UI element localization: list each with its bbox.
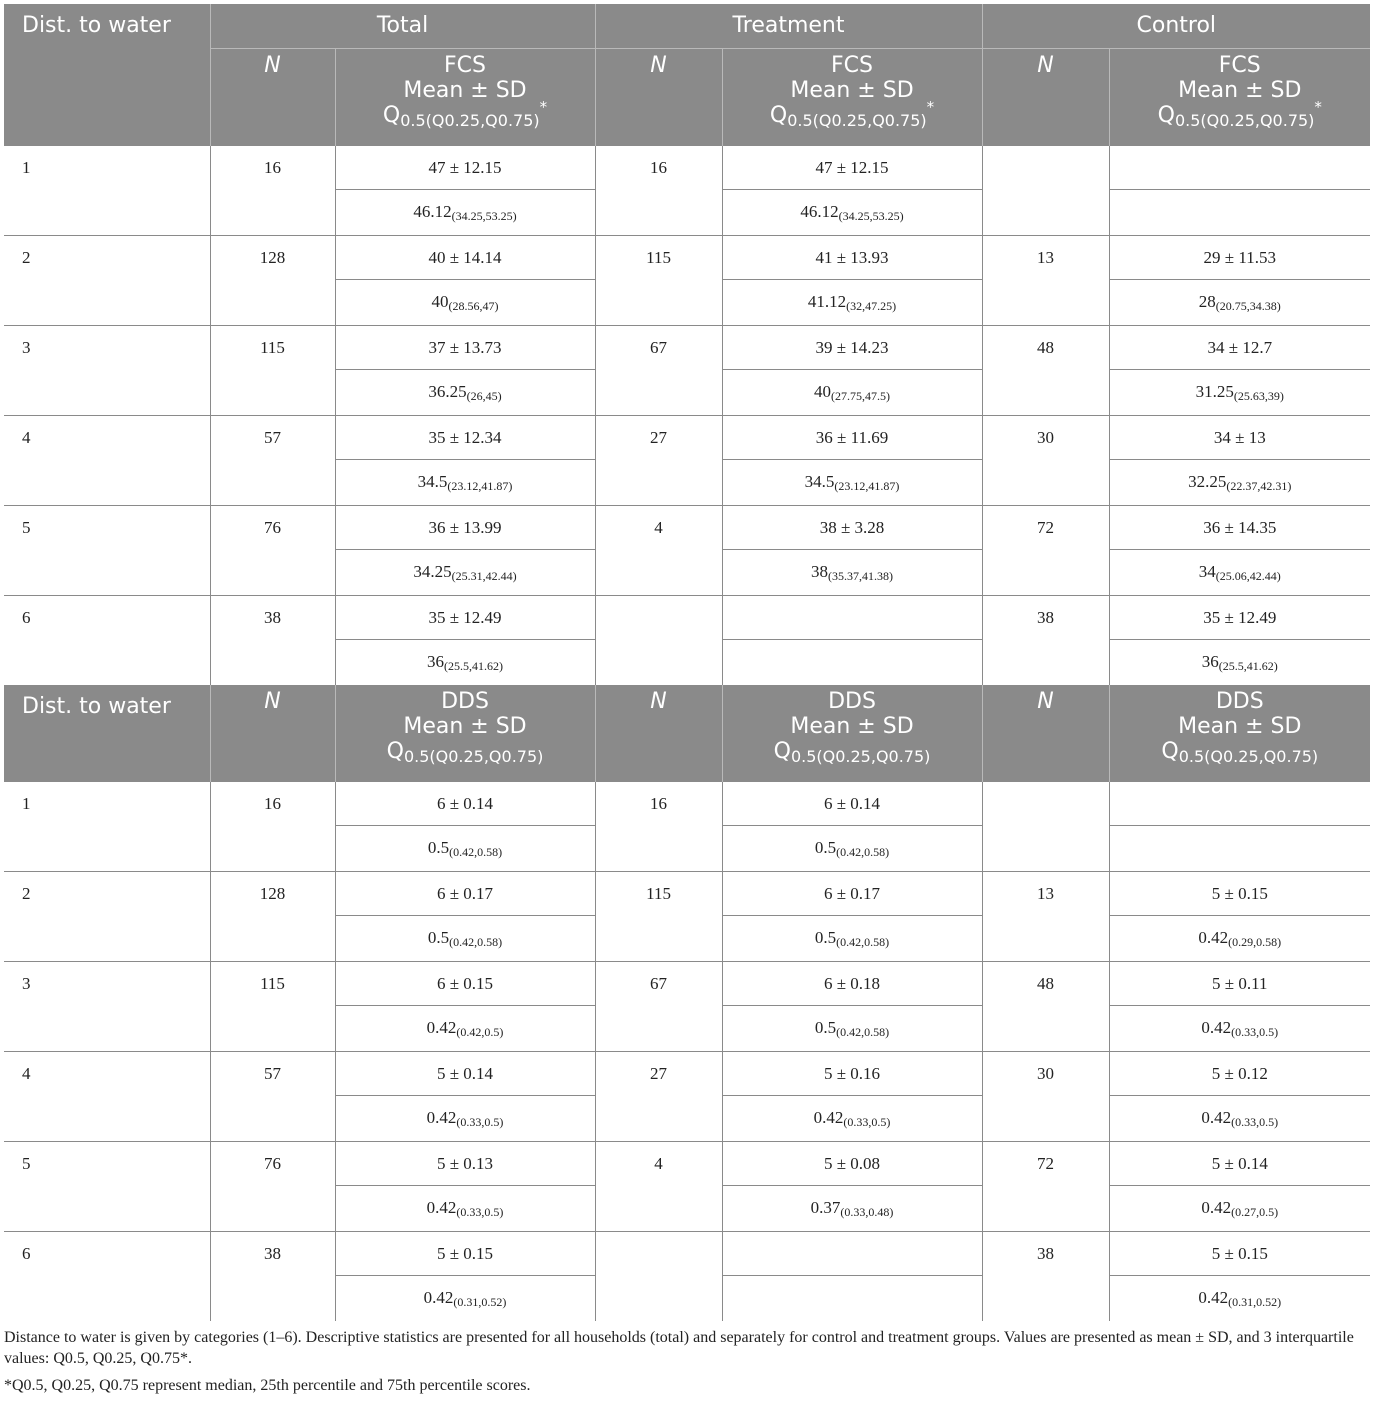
quantile-median: 46.12 xyxy=(800,202,839,221)
total-quantile-cell xyxy=(335,1186,595,1232)
n-header-control xyxy=(982,49,1109,146)
dist-cell: 1 xyxy=(4,782,210,872)
treat-quantile-cell xyxy=(722,916,982,962)
quantile-range: (0.33,0.48) xyxy=(840,1205,894,1219)
quantile-range: (27.75,47.5) xyxy=(831,389,891,403)
ctrl-mean-cell: 29 ± 11.53 xyxy=(1109,236,1370,280)
measure-header-control xyxy=(1109,685,1370,782)
mean-sd-label: Mean ± SD xyxy=(1178,714,1302,739)
treat-n-cell: 67 xyxy=(595,962,722,1052)
ctrl-mean-cell: 36 ± 14.35 xyxy=(1109,506,1370,550)
treat-quantile-cell xyxy=(722,370,982,416)
treat-mean-cell: 6 ± 0.18 xyxy=(722,962,982,1006)
total-n-cell: 115 xyxy=(210,962,335,1052)
total-quantile-cell xyxy=(335,826,595,872)
quantile-range: (20.75,34.38) xyxy=(1215,299,1281,313)
quantile-median: 40 xyxy=(431,292,449,311)
quantile-range: (32,47.25) xyxy=(846,299,897,313)
quantile-median: 0.42 xyxy=(1198,1288,1229,1307)
treat-mean-cell: 6 ± 0.17 xyxy=(722,872,982,916)
quantile-range: (35.37,41.38) xyxy=(828,569,894,583)
quantile-sub-label: 0.5(Q0.25,Q0.75) xyxy=(787,111,927,130)
treat-mean-cell: 39 ± 14.23 xyxy=(722,326,982,370)
quantile-range: (0.42,0.58) xyxy=(449,935,503,949)
ctrl-quantile-cell xyxy=(1109,370,1370,416)
table-body xyxy=(4,4,1370,1321)
treat-mean-cell: 6 ± 0.14 xyxy=(722,782,982,826)
table-row xyxy=(4,782,1370,826)
ctrl-n-cell: 38 xyxy=(982,596,1109,686)
total-n-cell: 128 xyxy=(210,872,335,962)
quantile-sub-label: 0.5(Q0.25,Q0.75) xyxy=(790,747,931,766)
quantile-median: 40 xyxy=(814,382,832,401)
treat-mean-cell xyxy=(722,596,982,640)
quantile-range: (22.37,42.31) xyxy=(1226,479,1292,493)
quantile-median: 0.42 xyxy=(423,1288,454,1307)
treat-n-cell xyxy=(595,1232,722,1322)
total-quantile-cell xyxy=(335,460,595,506)
ctrl-mean-cell xyxy=(1109,782,1370,826)
group-header-treatment xyxy=(595,4,982,49)
treat-n-cell: 115 xyxy=(595,872,722,962)
ctrl-quantile-cell xyxy=(1109,550,1370,596)
total-quantile-cell xyxy=(335,1006,595,1052)
treat-mean-cell xyxy=(722,1232,982,1276)
ctrl-n-cell: 72 xyxy=(982,1142,1109,1232)
quantile-range: (0.31,0.52) xyxy=(453,1295,507,1309)
treat-n-cell xyxy=(595,596,722,686)
treat-mean-cell: 41 ± 13.93 xyxy=(722,236,982,280)
measure-name: DDS xyxy=(441,689,489,714)
total-quantile-cell xyxy=(335,190,595,236)
footnote-definition: *Q0.5, Q0.25, Q0.75 represent median, 25th percentile and 75th percentile scores. xyxy=(4,1377,531,1394)
treat-quantile-cell xyxy=(722,1096,982,1142)
group-header-label: Control xyxy=(1136,13,1217,38)
quantile-range: (25.06,42.44) xyxy=(1215,569,1281,583)
ctrl-mean-cell: 5 ± 0.15 xyxy=(1109,872,1370,916)
quantile-range: (23.12,41.87) xyxy=(834,479,900,493)
quantile-median: 0.42 xyxy=(1201,1018,1232,1037)
ctrl-mean-cell: 5 ± 0.11 xyxy=(1109,962,1370,1006)
ctrl-quantile-cell xyxy=(1109,460,1370,506)
total-mean-cell: 47 ± 12.15 xyxy=(335,146,595,190)
quantile-median: 0.42 xyxy=(813,1108,844,1127)
treat-quantile-cell xyxy=(722,280,982,326)
dist-cell: 5 xyxy=(4,1142,210,1232)
total-mean-cell: 6 ± 0.14 xyxy=(335,782,595,826)
quantile-label: Q xyxy=(1161,739,1179,764)
quantile-range: (0.33,0.5) xyxy=(1231,1115,1279,1129)
total-n-cell: 16 xyxy=(210,146,335,236)
dist-cell: 3 xyxy=(4,962,210,1052)
table-row xyxy=(4,962,1370,1006)
quantile-label: Q xyxy=(382,103,401,128)
data-table xyxy=(4,4,1370,1321)
treat-quantile-cell xyxy=(722,550,982,596)
table-row xyxy=(4,146,1370,190)
total-mean-cell: 5 ± 0.15 xyxy=(335,1232,595,1276)
n-header-label: N xyxy=(650,689,667,714)
quantile-range: (26,45) xyxy=(466,389,502,403)
quantile-range: (25.5,41.62) xyxy=(1218,659,1278,673)
total-quantile-cell xyxy=(335,1276,595,1322)
total-mean-cell: 5 ± 0.13 xyxy=(335,1142,595,1186)
total-n-cell: 76 xyxy=(210,1142,335,1232)
measure-name: FCS xyxy=(444,53,486,78)
table-row xyxy=(4,1142,1370,1186)
n-header-label: N xyxy=(264,53,281,78)
quantile-median: 0.42 xyxy=(426,1018,457,1037)
ctrl-n-cell: 38 xyxy=(982,1232,1109,1322)
quantile-sub-label: 0.5(Q0.25,Q0.75) xyxy=(400,111,540,130)
treat-n-cell: 4 xyxy=(595,506,722,596)
treat-quantile-cell xyxy=(722,190,982,236)
quantile-median: 0.5 xyxy=(814,928,837,947)
quantile-range: (0.42,0.5) xyxy=(456,1025,504,1039)
n-header-total xyxy=(210,49,335,146)
treat-n-cell: 115 xyxy=(595,236,722,326)
quantile-range: (0.42,0.58) xyxy=(836,1025,890,1039)
quantile-range: (34.25,53.25) xyxy=(451,209,517,223)
quantile-median: 0.5 xyxy=(814,1018,837,1037)
quantile-median: 34.5 xyxy=(417,472,448,491)
treat-n-cell: 4 xyxy=(595,1142,722,1232)
dist-cell: 4 xyxy=(4,416,210,506)
n-header-label: N xyxy=(264,689,281,714)
quantile-median: 34.5 xyxy=(804,472,835,491)
quantile-median: 0.5 xyxy=(427,838,450,857)
measure-header-treatment xyxy=(722,685,982,782)
quantile-median: 0.42 xyxy=(1201,1198,1232,1217)
mean-sd-label: Mean ± SD xyxy=(403,78,527,103)
subheader-row-dds xyxy=(4,685,1370,782)
ctrl-n-cell: 13 xyxy=(982,872,1109,962)
treat-n-cell: 16 xyxy=(595,782,722,872)
quantile-range: (23.12,41.87) xyxy=(447,479,513,493)
treat-quantile-cell xyxy=(722,1186,982,1232)
quantile-median: 0.37 xyxy=(810,1198,841,1217)
dist-header xyxy=(4,4,210,146)
quantile-median: 0.42 xyxy=(1198,928,1229,947)
total-quantile-cell xyxy=(335,550,595,596)
quantile-median: 28 xyxy=(1198,292,1216,311)
mean-sd-label: Mean ± SD xyxy=(403,714,527,739)
n-header-treatment xyxy=(595,685,722,782)
ctrl-quantile-cell xyxy=(1109,280,1370,326)
quantile-range: (25.63,39) xyxy=(1233,389,1284,403)
table-row xyxy=(4,1052,1370,1096)
total-mean-cell: 6 ± 0.15 xyxy=(335,962,595,1006)
n-header-label: N xyxy=(650,53,667,78)
ctrl-n-cell: 30 xyxy=(982,416,1109,506)
treat-quantile-cell xyxy=(722,640,982,686)
total-quantile-cell xyxy=(335,370,595,416)
table-row xyxy=(4,416,1370,460)
total-n-cell: 57 xyxy=(210,416,335,506)
quantile-median: 46.12 xyxy=(413,202,452,221)
dist-header xyxy=(4,685,210,782)
table-row xyxy=(4,1232,1370,1276)
treat-mean-cell: 38 ± 3.28 xyxy=(722,506,982,550)
quantile-range: (0.42,0.58) xyxy=(836,845,890,859)
quantile-median: 32.25 xyxy=(1188,472,1227,491)
dist-cell: 1 xyxy=(4,146,210,236)
dist-cell: 3 xyxy=(4,326,210,416)
total-mean-cell: 40 ± 14.14 xyxy=(335,236,595,280)
footnote-description: Distance to water is given by categories (1–6). Descriptive statistics are presented for all households (total) and separately for control and treatment groups. Values are presented as mean ± SD, and 3 interquartile values: Q0.5, Q0.25, Q0.75*. xyxy=(4,1329,1354,1367)
total-n-cell: 38 xyxy=(210,596,335,686)
dist-header-label: Dist. to water xyxy=(22,13,171,38)
quantile-median: 36 xyxy=(1201,652,1219,671)
dist-cell: 6 xyxy=(4,596,210,686)
total-n-cell: 38 xyxy=(210,1232,335,1322)
quantile-range: (0.31,0.52) xyxy=(1228,1295,1282,1309)
quantile-range: (0.33,0.5) xyxy=(456,1115,504,1129)
ctrl-n-cell: 48 xyxy=(982,962,1109,1052)
quantile-label: Q xyxy=(773,739,791,764)
ctrl-quantile-cell xyxy=(1109,640,1370,686)
table-row xyxy=(4,326,1370,370)
table-row xyxy=(4,506,1370,550)
treat-mean-cell: 5 ± 0.08 xyxy=(722,1142,982,1186)
table-row xyxy=(4,872,1370,916)
total-mean-cell: 6 ± 0.17 xyxy=(335,872,595,916)
mean-sd-label: Mean ± SD xyxy=(1178,78,1302,103)
treat-n-cell: 16 xyxy=(595,146,722,236)
quantile-median: 31.25 xyxy=(1195,382,1234,401)
treat-quantile-cell xyxy=(722,1006,982,1052)
total-n-cell: 16 xyxy=(210,782,335,872)
measure-header-total xyxy=(335,685,595,782)
table-row xyxy=(4,236,1370,280)
table-row xyxy=(4,596,1370,640)
dist-cell: 4 xyxy=(4,1052,210,1142)
ctrl-n-cell: 30 xyxy=(982,1052,1109,1142)
dist-cell: 5 xyxy=(4,506,210,596)
treat-n-cell: 27 xyxy=(595,1052,722,1142)
total-n-cell: 115 xyxy=(210,326,335,416)
ctrl-quantile-cell xyxy=(1109,826,1370,872)
quantile-range: (34.25,53.25) xyxy=(838,209,904,223)
quantile-range: (28.56,47) xyxy=(448,299,499,313)
table-footnote xyxy=(4,1327,1370,1396)
measure-name: DDS xyxy=(1215,689,1264,714)
quantile-median: 36.25 xyxy=(428,382,467,401)
footnote-star: * xyxy=(926,98,935,116)
total-quantile-cell xyxy=(335,280,595,326)
dist-cell: 2 xyxy=(4,872,210,962)
group-header-label: Total xyxy=(376,13,429,38)
total-n-cell: 76 xyxy=(210,506,335,596)
quantile-median: 41.12 xyxy=(807,292,847,311)
treat-mean-cell: 5 ± 0.16 xyxy=(722,1052,982,1096)
quantile-range: (0.29,0.58) xyxy=(1228,935,1282,949)
measure-header-total xyxy=(335,49,595,146)
ctrl-quantile-cell xyxy=(1109,1006,1370,1052)
group-header-control xyxy=(982,4,1370,49)
ctrl-mean-cell: 5 ± 0.15 xyxy=(1109,1232,1370,1276)
measure-name: FCS xyxy=(1218,53,1261,78)
ctrl-quantile-cell xyxy=(1109,190,1370,236)
ctrl-mean-cell xyxy=(1109,146,1370,190)
quantile-median: 34 xyxy=(1198,562,1216,581)
footnote-star: * xyxy=(539,98,548,116)
treat-quantile-cell xyxy=(722,826,982,872)
ctrl-mean-cell: 34 ± 13 xyxy=(1109,416,1370,460)
measure-name: DDS xyxy=(828,689,876,714)
quantile-median: 38 xyxy=(811,562,829,581)
total-mean-cell: 35 ± 12.34 xyxy=(335,416,595,460)
total-n-cell: 128 xyxy=(210,236,335,326)
group-header-total xyxy=(210,4,595,49)
n-header-total xyxy=(210,685,335,782)
n-header-control xyxy=(982,685,1109,782)
n-header-treatment xyxy=(595,49,722,146)
quantile-range: (0.33,0.5) xyxy=(1231,1025,1279,1039)
treat-mean-cell: 47 ± 12.15 xyxy=(722,146,982,190)
quantile-range: (0.42,0.58) xyxy=(836,935,890,949)
quantile-label: Q xyxy=(1157,103,1175,128)
treat-quantile-cell xyxy=(722,460,982,506)
ctrl-n-cell xyxy=(982,782,1109,872)
quantile-label: Q xyxy=(386,739,404,764)
footnote-star: * xyxy=(1314,98,1322,116)
table-wrapper xyxy=(4,4,1370,1402)
dist-cell: 2 xyxy=(4,236,210,326)
measure-header-treatment xyxy=(722,49,982,146)
total-mean-cell: 37 ± 13.73 xyxy=(335,326,595,370)
n-header-label: N xyxy=(1037,689,1054,714)
quantile-median: 36 xyxy=(427,652,444,671)
quantile-median: 0.5 xyxy=(427,928,450,947)
ctrl-mean-cell: 34 ± 12.7 xyxy=(1109,326,1370,370)
treat-quantile-cell xyxy=(722,1276,982,1322)
group-header-label: Treatment xyxy=(732,13,845,38)
treat-n-cell: 67 xyxy=(595,326,722,416)
quantile-label: Q xyxy=(769,103,788,128)
total-quantile-cell xyxy=(335,640,595,686)
quantile-median: 0.42 xyxy=(426,1108,457,1127)
total-mean-cell: 36 ± 13.99 xyxy=(335,506,595,550)
ctrl-n-cell: 13 xyxy=(982,236,1109,326)
total-n-cell: 57 xyxy=(210,1052,335,1142)
header-row-fcs xyxy=(4,4,1370,49)
mean-sd-label: Mean ± SD xyxy=(790,714,914,739)
ctrl-n-cell: 48 xyxy=(982,326,1109,416)
treat-n-cell: 27 xyxy=(595,416,722,506)
total-quantile-cell xyxy=(335,1096,595,1142)
quantile-median: 0.5 xyxy=(814,838,837,857)
ctrl-quantile-cell xyxy=(1109,1186,1370,1232)
quantile-sub-label: 0.5(Q0.25,Q0.75) xyxy=(403,747,544,766)
measure-name: FCS xyxy=(831,53,874,78)
ctrl-n-cell: 72 xyxy=(982,506,1109,596)
quantile-range: (25.5,41.62) xyxy=(444,659,503,673)
quantile-sub-label: 0.5(Q0.25,Q0.75) xyxy=(1178,747,1319,766)
ctrl-n-cell xyxy=(982,146,1109,236)
total-quantile-cell xyxy=(335,916,595,962)
quantile-range: (0.33,0.5) xyxy=(843,1115,891,1129)
ctrl-mean-cell: 5 ± 0.14 xyxy=(1109,1142,1370,1186)
quantile-median: 0.42 xyxy=(1201,1108,1232,1127)
quantile-range: (0.42,0.58) xyxy=(449,845,503,859)
dist-header-label: Dist. to water xyxy=(22,694,171,719)
n-header-label: N xyxy=(1037,53,1054,78)
quantile-range: (25.31,42.44) xyxy=(451,569,517,583)
quantile-range: (0.27,0.5) xyxy=(1231,1205,1279,1219)
ctrl-quantile-cell xyxy=(1109,1096,1370,1142)
measure-header-control xyxy=(1109,49,1370,146)
total-mean-cell: 35 ± 12.49 xyxy=(335,596,595,640)
quantile-median: 0.42 xyxy=(426,1198,457,1217)
quantile-range: (0.33,0.5) xyxy=(456,1205,504,1219)
treat-mean-cell: 36 ± 11.69 xyxy=(722,416,982,460)
ctrl-quantile-cell xyxy=(1109,916,1370,962)
total-mean-cell: 5 ± 0.14 xyxy=(335,1052,595,1096)
ctrl-mean-cell: 35 ± 12.49 xyxy=(1109,596,1370,640)
quantile-sub-label: 0.5(Q0.25,Q0.75) xyxy=(1174,111,1315,130)
ctrl-quantile-cell xyxy=(1109,1276,1370,1322)
quantile-median: 34.25 xyxy=(413,562,452,581)
dist-cell: 6 xyxy=(4,1232,210,1322)
mean-sd-label: Mean ± SD xyxy=(790,78,914,103)
ctrl-mean-cell: 5 ± 0.12 xyxy=(1109,1052,1370,1096)
